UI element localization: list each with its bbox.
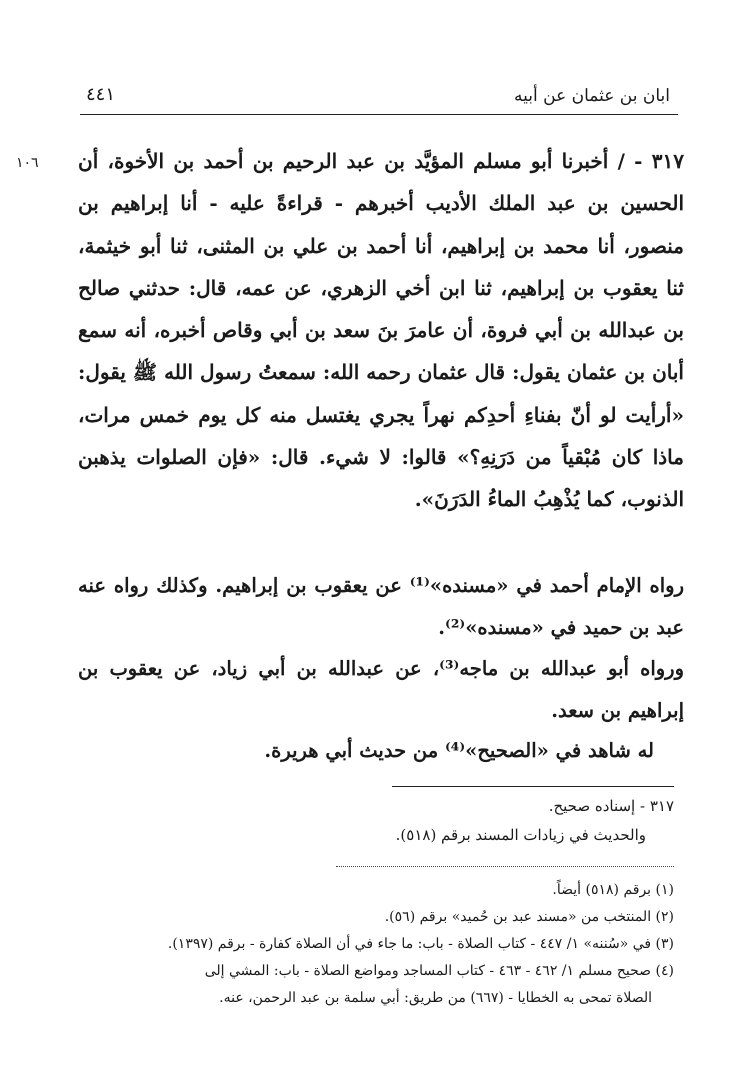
notes-divider — [392, 786, 674, 787]
footnote-3: (٣) في «سُننه» ١/ ٤٤٧ - كتاب الصلاة - باب: ما جاء في أن الصلاة كفارة - برقم (١٣٩٧). — [167, 936, 674, 952]
footnotes — [68, 877, 674, 1012]
grading-notes — [114, 792, 674, 850]
main-text — [78, 140, 684, 762]
footnote-1: (١) برقم (٥١٨) أيضاً. — [552, 882, 674, 898]
header-title: ابان بن عثمان عن أبيه — [514, 86, 670, 106]
footnote-2: (٢) المنتخب من «مسند عبد بن حُميد» برقم (٥٦). — [384, 909, 674, 925]
hadith-text — [78, 140, 684, 521]
paragraph-narration-2: ورواه أبو عبدالله بن ماجه⁽³⁾، عن عبدالله بن أبي زياد، عن يعقوب بن إبراهيم بن سعد. — [78, 657, 684, 722]
grading-line: ٣١٧ - إسناده صحيح. — [548, 797, 674, 815]
paragraph-narration-1: رواه الإمام أحمد في «مسنده»⁽¹⁾ عن يعقوب بن إبراهيم. وكذلك رواه عنه عبد بن حميد في «مسنده»⁽²⁾. — [78, 574, 684, 639]
paragraph-witness: له شاهد في «الصحيح»⁽⁴⁾ من حديث أبي هريرة. — [264, 739, 654, 762]
footnote-4: (٤) صحيح مسلم ١/ ٤٦٢ - ٤٦٣ - كتاب المساجد ومواضع الصلاة - باب: المشي إلى — [204, 963, 674, 979]
margin-reference: ١٠٦ — [16, 155, 39, 171]
footnote-4-continued: الصلاة تمحى به الخطايا - (٦٦٧) من طريق: أبي سلمة بن عبد الرحمن، عنه. — [219, 990, 652, 1006]
running-header — [80, 84, 678, 115]
hadith-body: - / أخبرنا أبو مسلم المؤيَّد بن عبد الرحيم بن أحمد بن الأخوة، أن الحسين بن عبد الملك الأديب أخبرهم - قراءةً عليه - أنا إبراهيم بن منصور، أنا محمد بن إبراهيم، أنا أحمد بن علي بن المثنى، ثنا أبو خيثمة، ثنا يعقوب بن إبراهيم، ثنا ابن أخي الزهري، عن عمه، قال: حدثني صالح بن عبدالله بن أبي فروة، أن عامرَ بنَ سعد بن أبي وقاص أخبره، أنه سمع أبان بن عثمان يقول: قال عثمان رحمه الله: سمعتُ رسول الله ﷺ يقول: «أرأيت لو أنّ بفناءِ أحدِكم نهراً يجري يغتسل منه كل يوم خمس مرات، ماذا كان مُبْقياً من دَرَنِهِ؟» قالوا: لا شيء. قال: «فإن الصلوات يذهبن الذنوب، كما يُذْهِبُ الماءُ الدَرَنَ». — [78, 149, 684, 512]
footnotes-divider — [336, 866, 674, 867]
hadith-number: ٣١٧ — [651, 149, 684, 173]
page-number: ٤٤١ — [86, 84, 116, 105]
grading-line: والحديث في زيادات المسند برقم (٥١٨). — [395, 826, 646, 844]
